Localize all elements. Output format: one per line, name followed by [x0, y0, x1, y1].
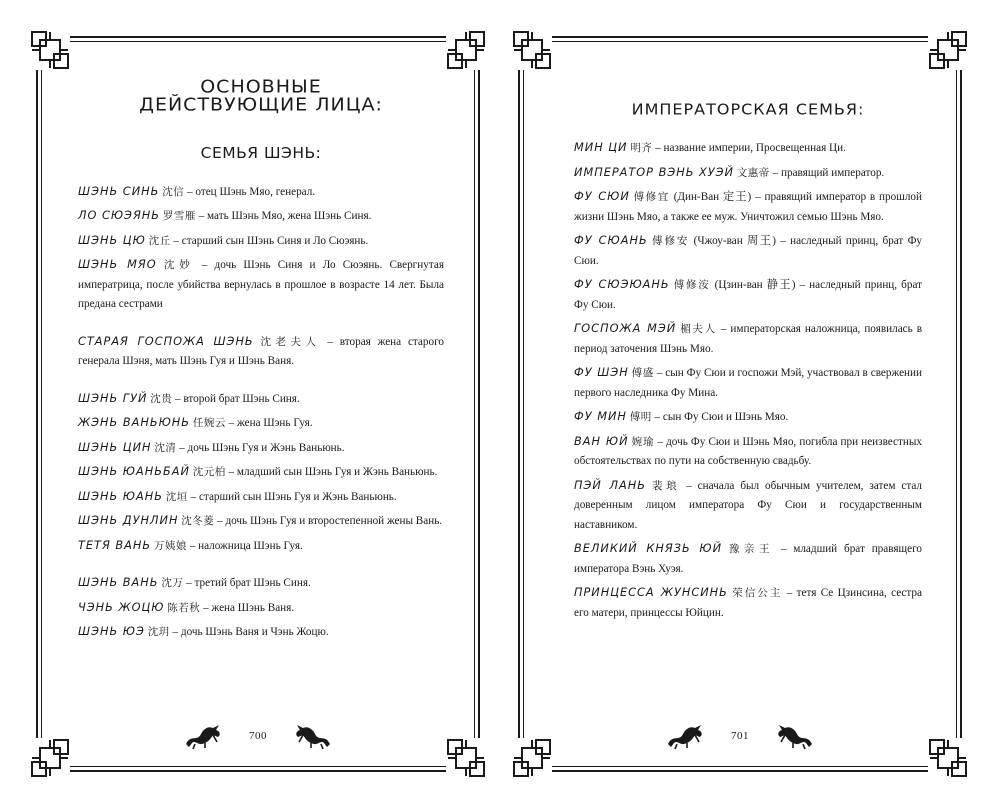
- knot-corner-icon: [512, 30, 552, 70]
- character-description: – младший брат правящего императора Вэнь Хуэя.: [574, 543, 923, 575]
- character-entry: [78, 598, 444, 619]
- character-entry: [574, 476, 922, 536]
- character-description: (Дин-Ван 定王) – правящий император в прошлой жизни Шэнь Мяо, а также ее муж. Уничтожил семью Шэнь Мяо.: [574, 191, 922, 223]
- character-entry: [78, 438, 444, 459]
- character-entry: [78, 332, 444, 372]
- chinese-name: 沈贵: [150, 392, 173, 405]
- character-name: ФУ СЮАНЬ: [574, 234, 648, 247]
- character-entry: [574, 432, 922, 472]
- character-name: ШЭНЬ ГУЙ: [78, 391, 148, 405]
- left-page-content: [78, 76, 444, 712]
- character-description: – наложница Шэнь Гуя.: [186, 539, 303, 552]
- knot-corner-icon: [446, 30, 486, 70]
- character-name: ЛО СЮЭЯНЬ: [78, 209, 161, 222]
- character-entry: [574, 187, 922, 227]
- character-description: – императорская наложница, появилась в период заточения Шэнь Мяо.: [574, 323, 922, 355]
- character-description: – старший сын Шэнь Синя и Ло Сюэянь.: [170, 234, 369, 247]
- chinese-name: 楣夫人: [680, 323, 717, 335]
- dragon-icon: [775, 722, 815, 750]
- chinese-name: 傅明: [629, 411, 652, 423]
- character-description: – правящий император.: [769, 166, 885, 179]
- character-name: ТЕТЯ ВАНЬ: [78, 538, 152, 552]
- knot-corner-icon: [30, 30, 70, 70]
- character-name: ПЭЙ ЛАНЬ: [574, 478, 647, 492]
- dragon-icon: [293, 722, 333, 750]
- character-description: – младший сын Шэнь Гуя и Жэнь Ваньюнь.: [225, 466, 438, 478]
- character-description: – дочь Шэнь Гуя и Жэнь Ваньюнь.: [176, 441, 345, 454]
- character-description: – сын Фу Сюи и Шэнь Мяо.: [651, 411, 789, 423]
- chinese-name: 陈若秋: [167, 601, 201, 614]
- character-entry: [574, 275, 922, 315]
- character-name: ГОСПОЖА МЭЙ: [574, 322, 677, 335]
- character-name: МИН ЦИ: [574, 141, 628, 154]
- character-entry: [574, 231, 922, 271]
- chinese-name: 沈老夫人: [260, 335, 321, 348]
- character-list: [574, 138, 922, 623]
- character-entry: [78, 255, 444, 315]
- page-title: [78, 78, 444, 115]
- character-name: ИМПЕРАТОР ВЭНЬ ХУЭЙ: [574, 165, 735, 179]
- character-name: ВАН ЮЙ: [574, 434, 629, 448]
- character-description: – дочь Шэнь Синя и Ло Сюэянь. Свергнутая императрица, после убийства вернулась в прошлое в возрасте 14 лет. Была предана сестрами: [78, 259, 444, 310]
- chinese-name: 任婉云: [192, 417, 226, 429]
- character-entry: [574, 319, 922, 359]
- page-number: 701: [731, 730, 749, 742]
- character-description: – второй брат Шэнь Синя.: [172, 392, 300, 405]
- chinese-name: 傅修宜: [633, 191, 670, 203]
- chinese-name: 沈信: [162, 185, 185, 198]
- character-entry: [574, 138, 922, 159]
- page-title: ИМПЕРАТОРСКАЯ СЕМЬЯ:: [631, 100, 865, 119]
- chinese-name: 傅盛: [631, 367, 654, 379]
- character-name: ШЭНЬ ДУНЛИН: [78, 514, 179, 527]
- page-number: 700: [249, 730, 267, 742]
- character-name: СТАРАЯ ГОСПОЖА ШЭНЬ: [78, 334, 254, 348]
- character-entry: [78, 206, 444, 227]
- character-name: ШЭНЬ ВАНЬ: [78, 576, 159, 589]
- character-name: ШЭНЬ ЦЮ: [78, 233, 146, 247]
- character-entry: [78, 511, 444, 532]
- character-entry: [574, 163, 922, 184]
- chinese-name: 明齐: [630, 142, 653, 154]
- character-entry: [78, 231, 444, 252]
- character-name: ШЭНЬ МЯО: [78, 258, 157, 271]
- character-description: – название империи, Просвещенная Ци.: [652, 142, 846, 154]
- character-name: ЖЭНЬ ВАНЬЮНЬ: [78, 416, 191, 429]
- chinese-name: 豫亲王: [728, 543, 774, 555]
- character-entry: [78, 622, 444, 643]
- character-description: – вторая жена старого генерала Шэня, мать Шэнь Гуя и Шэнь Ваня.: [78, 335, 444, 367]
- character-entry: [78, 389, 444, 410]
- chinese-name: 沈清: [154, 441, 177, 454]
- chinese-name: 婉瑜: [631, 435, 655, 448]
- chinese-name: 沈妙: [163, 259, 195, 271]
- character-name: ШЭНЬ ЮЭ: [78, 625, 145, 638]
- right-page-content: [574, 100, 922, 712]
- chinese-name: 万姨娘: [153, 539, 187, 552]
- character-entry: [78, 462, 444, 483]
- character-description: – тетя Се Цзинсина, сестра его матери, принцессы Юйцин.: [574, 587, 922, 619]
- character-description: – отец Шэнь Мяо, генерал.: [184, 185, 316, 198]
- chinese-name: 罗雪雁: [162, 210, 196, 222]
- left-page: [36, 36, 480, 772]
- knot-corner-icon: [928, 30, 968, 70]
- character-entry: [78, 413, 444, 434]
- chinese-name: 沈玥: [147, 626, 170, 638]
- character-description: – старший сын Шэнь Гуя и Жэнь Ваньюнь.: [187, 490, 397, 503]
- character-name: ФУ ШЭН: [574, 366, 629, 379]
- character-list: [78, 182, 444, 643]
- character-name: ШЭНЬ СИНЬ: [78, 184, 160, 198]
- character-description: – третий брат Шэнь Синя.: [183, 577, 311, 589]
- chinese-name: 沈垣: [165, 490, 188, 503]
- character-name: ПРИНЦЕССА ЖУНСИНЬ: [574, 586, 728, 599]
- character-entry: [574, 407, 922, 428]
- chinese-name: 沈丘: [148, 234, 171, 247]
- chinese-name: 裴琅: [651, 479, 681, 492]
- title-line: ОСНОВНЫЕ: [200, 76, 322, 97]
- character-description: – дочь Шэнь Ваня и Чэнь Жоцю.: [169, 626, 329, 638]
- character-entry: [574, 583, 922, 623]
- chinese-name: 傅修安: [652, 235, 690, 247]
- character-description: – сначала был обычным учителем, затем стал доверенным лицом императора Фу Сюи и государственным наставником.: [574, 479, 922, 531]
- character-description: (Цзин-ван 静王) – наследный принц, брат Фу Сюи.: [574, 279, 923, 311]
- character-name: ФУ СЮЭЮАНЬ: [574, 278, 670, 291]
- character-description: – жена Шэнь Ваня.: [200, 601, 295, 614]
- dragon-icon: [665, 722, 705, 750]
- character-entry: [78, 182, 444, 203]
- character-description: – сын Фу Сюи и госпожи Мэй, участвовал в свержении первого наследника Фу Мина.: [574, 367, 922, 399]
- chinese-name: 沈元柏: [192, 466, 226, 478]
- chinese-name: 沈万: [161, 577, 184, 589]
- chinese-name: 沈冬菱: [181, 515, 215, 527]
- character-entry: [574, 539, 922, 579]
- character-name: ШЭНЬ ЮАНЬ: [78, 489, 163, 503]
- section-heading: СЕМЬЯ ШЭНЬ:: [200, 144, 322, 162]
- chinese-name: 傅修洝: [673, 279, 711, 291]
- right-page: [518, 36, 962, 772]
- chinese-name: 文惠帝: [736, 166, 770, 179]
- character-description: (Чжоу-ван 周王) – наследный принц, брат Фу Сюи.: [574, 235, 923, 267]
- character-description: – дочь Фу Сюи и Шэнь Мяо, погибла при неизвестных обстоятельствах по пути на собственную свадьбу.: [574, 435, 923, 467]
- character-description: – жена Шэнь Гуя.: [225, 417, 313, 429]
- character-entry: [78, 573, 444, 594]
- chinese-name: 荣信公主: [732, 587, 783, 599]
- dragon-icon: [183, 722, 223, 750]
- page-footer: [518, 722, 962, 750]
- character-name: ШЭНЬ ЮАНЬБАЙ: [78, 465, 190, 478]
- character-name: ШЭНЬ ЦИН: [78, 440, 152, 454]
- character-entry: [78, 487, 444, 508]
- character-description: – мать Шэнь Мяо, жена Шэнь Синя.: [195, 210, 372, 222]
- character-description: – дочь Шэнь Гуя и второстепенной жены Вань.: [214, 515, 443, 527]
- page-footer: [36, 722, 480, 750]
- character-name: ЧЭНЬ ЖОЦЮ: [78, 600, 165, 614]
- character-name: ФУ МИН: [574, 410, 627, 423]
- character-name: ФУ СЮИ: [574, 190, 630, 203]
- character-name: ВЕЛИКИЙ КНЯЗЬ ЮЙ: [574, 542, 723, 555]
- title-line: ДЕЙСТВУЮЩИЕ ЛИЦА:: [139, 95, 383, 116]
- character-entry: [78, 536, 444, 557]
- character-entry: [574, 363, 922, 403]
